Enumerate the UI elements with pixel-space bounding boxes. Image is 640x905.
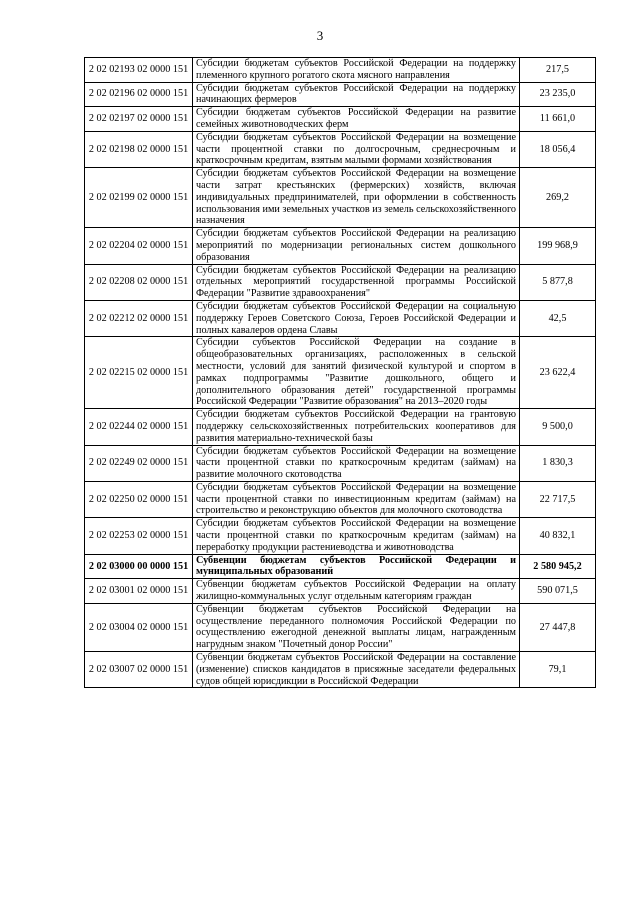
amount-cell: 23 622,4	[520, 337, 596, 409]
amount-cell: 27 447,8	[520, 603, 596, 651]
table-row	[85, 445, 596, 481]
budget-code-cell: 2 02 02212 02 0000 151	[85, 300, 193, 336]
amount-cell: 23 235,0	[520, 82, 596, 107]
budget-code-cell: 2 02 02196 02 0000 151	[85, 82, 193, 107]
budget-code-cell: 2 02 02198 02 0000 151	[85, 131, 193, 167]
table-row	[85, 228, 596, 264]
table-row	[85, 518, 596, 554]
table-row	[85, 107, 596, 132]
revenue-name-cell: Субсидии бюджетам субъектов Российской Федерации на грантовую поддержку сельскохозяйственных потребительских кооперативов для развития материально-технической базы	[193, 409, 520, 445]
amount-cell: 217,5	[520, 58, 596, 83]
table-row	[85, 481, 596, 517]
budget-code-cell: 2 02 03000 00 0000 151	[85, 554, 193, 579]
amount-cell: 5 877,8	[520, 264, 596, 300]
budget-code-cell: 2 02 03004 02 0000 151	[85, 603, 193, 651]
table-row	[85, 579, 596, 604]
amount-cell: 79,1	[520, 652, 596, 688]
revenue-name-cell: Субвенции бюджетам субъектов Российской Федерации на осуществление переданного полномочия Российской Федерации по осуществлению ежегодной денежной выплаты лицам, награжденным нагрудным знаком "Почетный донор России"	[193, 603, 520, 651]
revenue-name-cell: Субсидии бюджетам субъектов Российской Федерации на развитие семейных животноводческих ферм	[193, 107, 520, 132]
revenue-name-cell: Субсидии бюджетам субъектов Российской Федерации на поддержку племенного крупного рогатого скота мясного направления	[193, 58, 520, 83]
revenue-name-cell: Субсидии бюджетам субъектов Российской Федерации на возмещение части процентной ставки по краткосрочным кредитам (займам) на развитие молочного скотоводства	[193, 445, 520, 481]
budget-code-cell: 2 02 02197 02 0000 151	[85, 107, 193, 132]
table-row	[85, 409, 596, 445]
revenue-name-cell: Субсидии бюджетам субъектов Российской Федерации на социальную поддержку Героев Советского Союза, Героев Российской Федерации и полных кавалеров ордена Славы	[193, 300, 520, 336]
budget-code-cell: 2 02 02193 02 0000 151	[85, 58, 193, 83]
revenue-name-cell: Субсидии бюджетам субъектов Российской Федерации на возмещение части процентной ставки по краткосрочным кредитам (займам) на переработку продукции растениеводства и животноводства	[193, 518, 520, 554]
amount-cell: 269,2	[520, 168, 596, 228]
budget-code-cell: 2 02 02249 02 0000 151	[85, 445, 193, 481]
amount-cell: 22 717,5	[520, 481, 596, 517]
table-row	[85, 554, 596, 579]
table-row	[85, 652, 596, 688]
amount-cell: 1 830,3	[520, 445, 596, 481]
revenue-name-cell: Субсидии бюджетам субъектов Российской Федерации на реализацию отдельных мероприятий государственной программы Российской Федерации "Развитие здравоохранения"	[193, 264, 520, 300]
table-row	[85, 168, 596, 228]
table-row	[85, 337, 596, 409]
revenue-name-cell: Субсидии бюджетам субъектов Российской Федерации на поддержку начинающих фермеров	[193, 82, 520, 107]
revenue-table	[84, 57, 596, 688]
amount-cell: 9 500,0	[520, 409, 596, 445]
table-row	[85, 82, 596, 107]
table-row	[85, 131, 596, 167]
budget-code-cell: 2 02 02253 02 0000 151	[85, 518, 193, 554]
table-row	[85, 300, 596, 336]
amount-cell: 590 071,5	[520, 579, 596, 604]
budget-code-cell: 2 02 03007 02 0000 151	[85, 652, 193, 688]
revenue-name-cell: Субсидии бюджетам субъектов Российской Федерации на возмещение части процентной ставки по инвестиционным кредитам (займам) на строительство и реконструкцию объектов для молочного скотоводства	[193, 481, 520, 517]
amount-cell: 42,5	[520, 300, 596, 336]
revenue-name-cell: Субвенции бюджетам субъектов Российской Федерации на составление (изменение) списков кандидатов в присяжные заседатели федеральных судов общей юрисдикции в Российской Федерации	[193, 652, 520, 688]
revenue-name-cell: Субвенции бюджетам субъектов Российской Федерации на оплату жилищно-коммунальных услуг отдельным категориям граждан	[193, 579, 520, 604]
amount-cell: 40 832,1	[520, 518, 596, 554]
amount-cell: 18 056,4	[520, 131, 596, 167]
budget-code-cell: 2 02 02250 02 0000 151	[85, 481, 193, 517]
revenue-table-body	[85, 58, 596, 688]
revenue-name-cell: Субвенции бюджетам субъектов Российской Федерации и муниципальных образований	[193, 554, 520, 579]
page-number: 3	[316, 28, 324, 43]
budget-code-cell: 2 02 02208 02 0000 151	[85, 264, 193, 300]
revenue-name-cell: Субсидии субъектов Российской Федерации на создание в общеобразовательных организациях, расположенных в сельской местности, условий для занятий физической культурой и спортом в рамках подпрограммы "Развитие дошкольного, общего и дополнительного образования детей" государственной программы Российской Федерации "Развитие образования" на 2013–2020 годы	[193, 337, 520, 409]
amount-cell: 2 580 945,2	[520, 554, 596, 579]
budget-code-cell: 2 02 03001 02 0000 151	[85, 579, 193, 604]
table-row	[85, 58, 596, 83]
budget-code-cell: 2 02 02215 02 0000 151	[85, 337, 193, 409]
revenue-name-cell: Субсидии бюджетам субъектов Российской Федерации на возмещение части процентной ставки по долгосрочным, среднесрочным и краткосрочным кредитам, взятым малыми формами хозяйствования	[193, 131, 520, 167]
budget-code-cell: 2 02 02199 02 0000 151	[85, 168, 193, 228]
revenue-name-cell: Субсидии бюджетам субъектов Российской Федерации на реализацию мероприятий по модернизации региональных систем дошкольного образования	[193, 228, 520, 264]
table-row	[85, 264, 596, 300]
revenue-name-cell: Субсидии бюджетам субъектов Российской Федерации на возмещение части затрат крестьянских (фермерских) хозяйств, включая индивидуальных предпринимателей, при оформлении в собственность использования ими земельных участков из земель сельскохозяйственного назначения	[193, 168, 520, 228]
amount-cell: 11 661,0	[520, 107, 596, 132]
amount-cell: 199 968,9	[520, 228, 596, 264]
budget-code-cell: 2 02 02244 02 0000 151	[85, 409, 193, 445]
budget-code-cell: 2 02 02204 02 0000 151	[85, 228, 193, 264]
table-row	[85, 603, 596, 651]
